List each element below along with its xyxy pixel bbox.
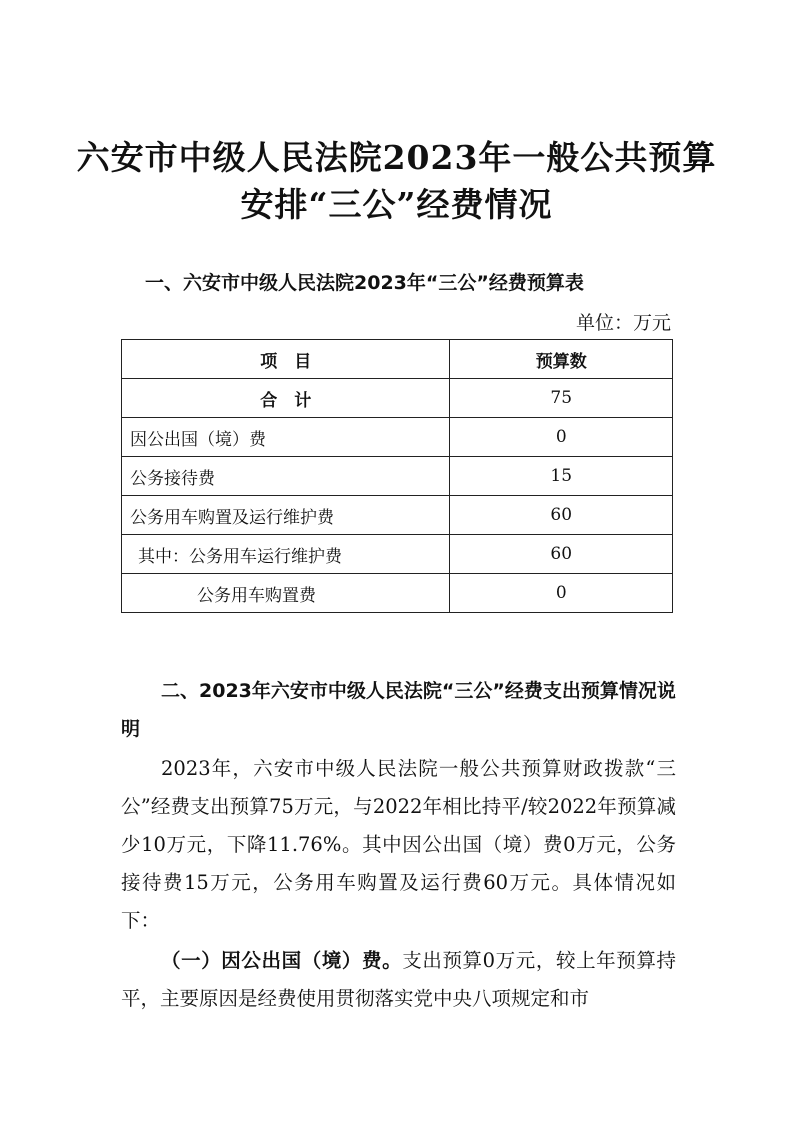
table-row-total (122, 379, 673, 418)
budget-table (121, 339, 673, 613)
row-amount: 60 (450, 535, 673, 574)
table-row (122, 496, 673, 535)
row-item: 其中：公务用车运行维护费 (122, 535, 450, 574)
document-title-line-2: 安排“三公”经费情况 (240, 185, 553, 224)
body-paragraph-2 (121, 942, 676, 1018)
header-item: 项 目 (122, 340, 450, 379)
row-amount: 60 (450, 496, 673, 535)
table-row (122, 457, 673, 496)
row-item: 合 计 (122, 379, 450, 418)
document-title-line-1: 六安市中级人民法院2023年一般公共预算 (76, 138, 717, 177)
table-row (122, 574, 673, 613)
body-paragraph-1: 2023年，六安市中级人民法院一般公共预算财政拨款“三公”经费支出预算75万元，与2022年相比持平/较2022年预算减少10万元，下降11.76%。其中因公出国（境）费0万元，公务接待费15万元，公务用车购置及运行费60万元。具体情况如下： (121, 757, 676, 932)
row-amount: 15 (450, 457, 673, 496)
row-item: 公务用车购置费 (122, 574, 450, 613)
paragraph-lead: （一）因公出国（境）费。 (161, 949, 403, 972)
row-amount: 75 (450, 379, 673, 418)
table-header-row (122, 340, 673, 379)
section-2-heading: 二、2023年六安市中级人民法院“三公”经费支出预算情况说明 (121, 680, 676, 740)
row-item: 公务用车购置及运行维护费 (122, 496, 450, 535)
section-1-heading: 一、六安市中级人民法院2023年“三公”经费预算表 (145, 272, 584, 294)
row-item: 公务接待费 (122, 457, 450, 496)
table-row (122, 535, 673, 574)
header-amount: 预算数 (450, 340, 673, 379)
row-amount: 0 (450, 574, 673, 613)
paragraph-text: 支出预算0万元，较上年预算持平，主要原因是经费使用贯彻落实党中央八项规定和市 (121, 949, 676, 1010)
unit-label: 单位：万元 (575, 312, 671, 334)
table-row (122, 418, 673, 457)
row-amount: 0 (450, 418, 673, 457)
row-item: 因公出国（境）费 (122, 418, 450, 457)
